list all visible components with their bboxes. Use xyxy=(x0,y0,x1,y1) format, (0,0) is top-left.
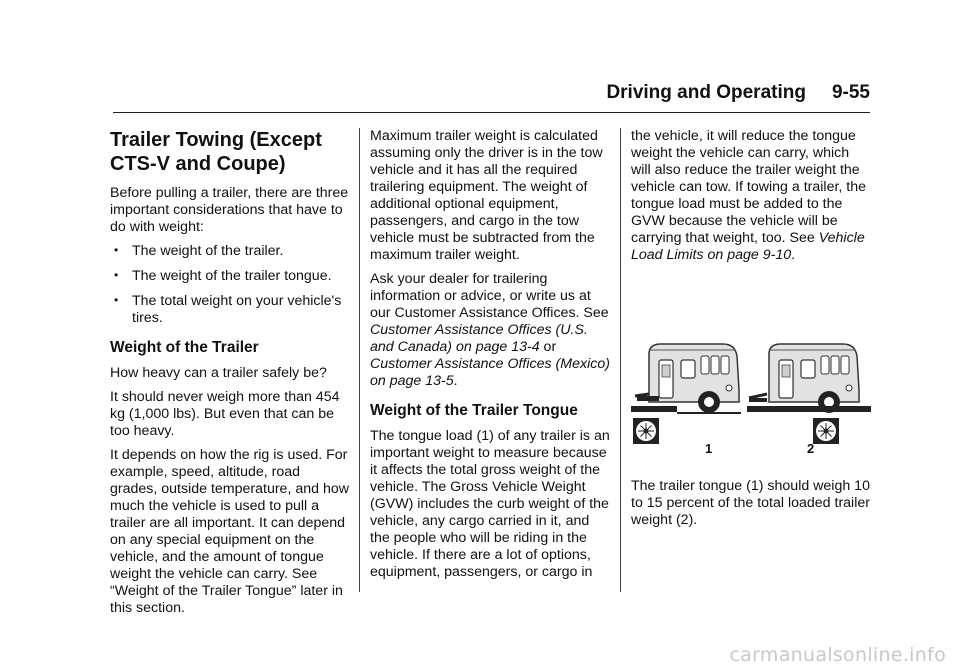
header-rule xyxy=(113,112,870,113)
running-header xyxy=(560,82,870,104)
column-2 xyxy=(370,128,610,588)
figure-label-tongue: 1 xyxy=(705,441,713,456)
paragraph: It depends on how the rig is used. For example, speed, altitude, road grades, outside temperature, and how much the vehicle is used to pull a trailer are all important. It can depend on any special equipment on the vehicle, and the amount of tongue weight the vehicle can carry. See “Weight of the Trailer Tongue” later in this section. xyxy=(110,447,349,616)
paragraph: Maximum trailer weight is calculated assuming only the driver is in the tow vehicle and it has all the required trailering equipment. The weight of additional optional equipment, passengers, and cargo in the tow vehicle must be subtracted from the maximum trailer weight. xyxy=(370,128,603,263)
cross-reference-link[interactable]: Customer Assistance Offices (U.S. and Canada) on page 13-4 xyxy=(370,322,588,355)
column-divider xyxy=(359,128,360,592)
bullet-icon: • xyxy=(114,243,119,257)
paragraph: The trailer tongue (1) should weigh 10 to 15 percent of the total loaded trailer weight (2). xyxy=(631,478,870,528)
section-name: Driving and Operating xyxy=(606,82,806,103)
cross-reference-link[interactable]: Customer Assistance Offices (Mexico) on page 13-5 xyxy=(370,356,610,389)
subheading-tongue-weight: Weight of the Trailer Tongue xyxy=(370,402,578,419)
subheading-trailer-weight: Weight of the Trailer xyxy=(110,339,259,356)
list-item: • The weight of the trailer. xyxy=(114,243,284,259)
paragraph: the vehicle, it will reduce the tongue weight the vehicle can carry, which will also reduce the trailer weight the vehicle can tow. If towing a trailer, the tongue load must be added to the GVW because the vehicle will be carrying that weight, too. See Vehicle Load Limits on page 9-10. xyxy=(631,128,867,263)
tongue-weight-illustration xyxy=(631,334,871,466)
column-3 xyxy=(631,128,871,536)
paragraph: Ask your dealer for trailering information or advice, or write us at our Customer Assistance Offices. See Customer Assistance Offices (U.S. and Canada) on page 13-4 or Customer Assistance Offices (Mexico) on page 13-5. xyxy=(370,271,610,389)
bullet-icon: • xyxy=(114,293,119,307)
section-title: Trailer Towing (Except CTS-V and Coupe) xyxy=(110,129,322,175)
cross-reference-link[interactable]: Vehicle Load Limits on page 9-10 xyxy=(631,230,865,263)
column-divider xyxy=(620,128,621,592)
page-number: 9-55 xyxy=(831,82,870,103)
figure-label-total: 2 xyxy=(807,441,815,456)
column-1 xyxy=(110,128,350,624)
weight-considerations-list xyxy=(110,243,350,327)
paragraph: The tongue load (1) of any trailer is an important weight to measure because it affects the total gross weight of the vehicle. The Gross Vehicle Weight (GVW) includes the curb weight of the vehicle, any cargo carried in it, and the people who will be riding in the vehicle. If there are a lot of options, equipment, passengers, or cargo in xyxy=(370,428,610,580)
watermark: carmanualsonline.info xyxy=(729,644,946,666)
paragraph: It should never weigh more than 454 kg (1,000 lbs). But even that can be too heavy. xyxy=(110,389,340,439)
bullet-icon: • xyxy=(114,268,119,282)
trailer-scales-illustration xyxy=(631,334,871,466)
paragraph: How heavy can a trailer safely be? xyxy=(110,365,327,381)
list-item: • The total weight on your vehicle's tires. xyxy=(114,293,342,326)
intro-paragraph: Before pulling a trailer, there are three important considerations that have to do with weight: xyxy=(110,185,349,235)
list-item: • The weight of the trailer tongue. xyxy=(114,268,332,284)
